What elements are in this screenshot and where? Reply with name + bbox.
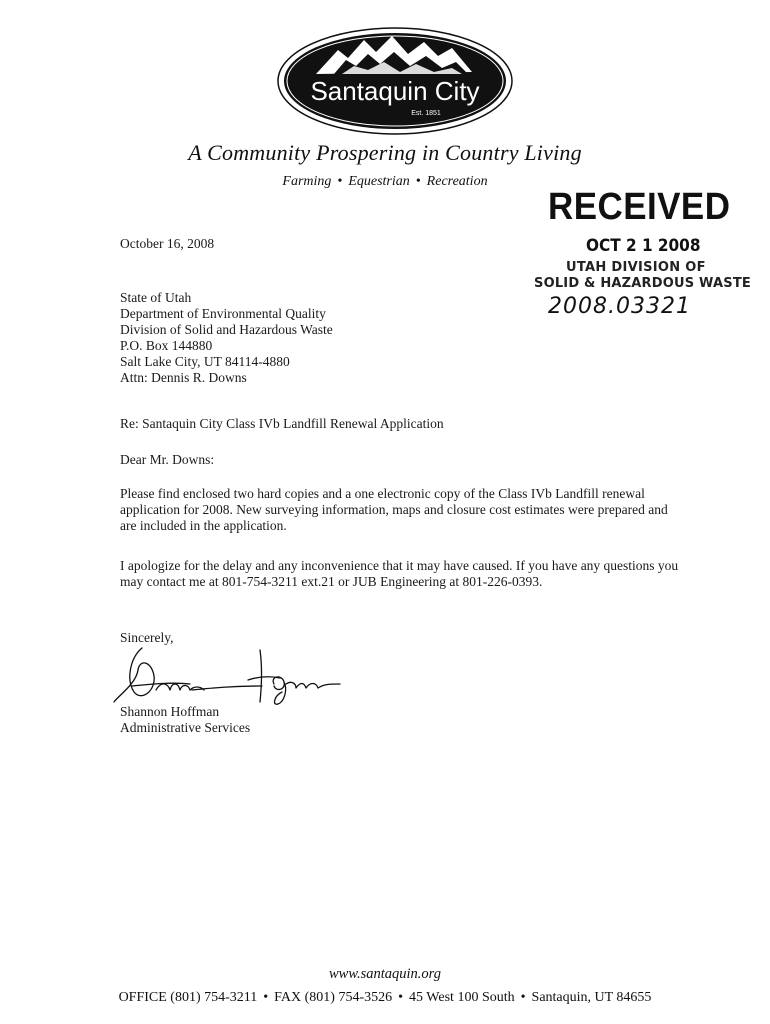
logo-wordmark: Santaquin City — [310, 76, 480, 106]
signer-name: Shannon Hoffman — [120, 704, 220, 719]
salutation: Dear Mr. Downs: — [120, 452, 215, 467]
received-stamp-division-name: SOLID & HAZARDOUS WASTE — [534, 276, 751, 291]
subtag-equestrian: Equestrian — [348, 174, 410, 189]
bullet-separator: • — [398, 990, 404, 1005]
bullet-separator: • — [263, 990, 269, 1005]
address-line: Attn: Dennis R. Downs — [120, 370, 247, 385]
logo-established: Est. 1851 — [411, 110, 441, 117]
handwritten-signature — [112, 640, 342, 710]
bullet-separator: • — [337, 174, 343, 189]
city-tagline: A Community Prospering in Country Living — [188, 140, 582, 165]
santaquin-city-logo — [276, 26, 514, 136]
received-stamp-number: 2008.03321 — [548, 294, 691, 319]
footer-website: www.santaquin.org — [329, 966, 441, 982]
address-line: P.O. Box 144880 — [120, 338, 213, 353]
body-paragraph-1: Please find enclosed two hard copies and a one electronic copy of the Class IVb Landfill renewal application for 2008. New surveying information, maps and closure cost estimates were prepared and are included in the application. — [120, 486, 668, 533]
subtag-farming: Farming — [282, 174, 332, 189]
footer-office-phone: OFFICE (801) 754-3211 — [118, 990, 258, 1005]
body-paragraph-2: I apologize for the delay and any inconvenience that it may have caused. If you have any questions you may contact me at 801-754-3211 ext.21 or JUB Engineering at 801-226-0393. — [120, 558, 679, 589]
recipient-address — [120, 290, 333, 386]
footer-fax: FAX (801) 754-3526 — [274, 990, 393, 1005]
received-stamp-division: UTAH DIVISION OF — [566, 260, 706, 275]
letter-date: October 16, 2008 — [120, 236, 215, 251]
footer-city: Santaquin, UT 84655 — [531, 990, 652, 1005]
bullet-separator: • — [520, 990, 526, 1005]
address-line: Salt Lake City, UT 84114-4880 — [120, 354, 290, 369]
footer-street: 45 West 100 South — [409, 990, 515, 1005]
closing: Sincerely, — [120, 630, 174, 645]
footer-contact — [0, 990, 770, 1006]
received-stamp-date: OCT 2 1 2008 — [586, 236, 701, 256]
address-line: Division of Solid and Hazardous Waste — [120, 322, 333, 337]
received-stamp-title: RECEIVED — [548, 186, 731, 228]
bullet-separator: • — [415, 174, 421, 189]
address-line: State of Utah — [120, 290, 192, 305]
subtag-recreation: Recreation — [426, 174, 488, 189]
subject-line: Re: Santaquin City Class IVb Landfill Renewal Application — [120, 416, 444, 431]
address-line: Department of Environmental Quality — [120, 306, 326, 321]
signer-title: Administrative Services — [120, 720, 251, 735]
